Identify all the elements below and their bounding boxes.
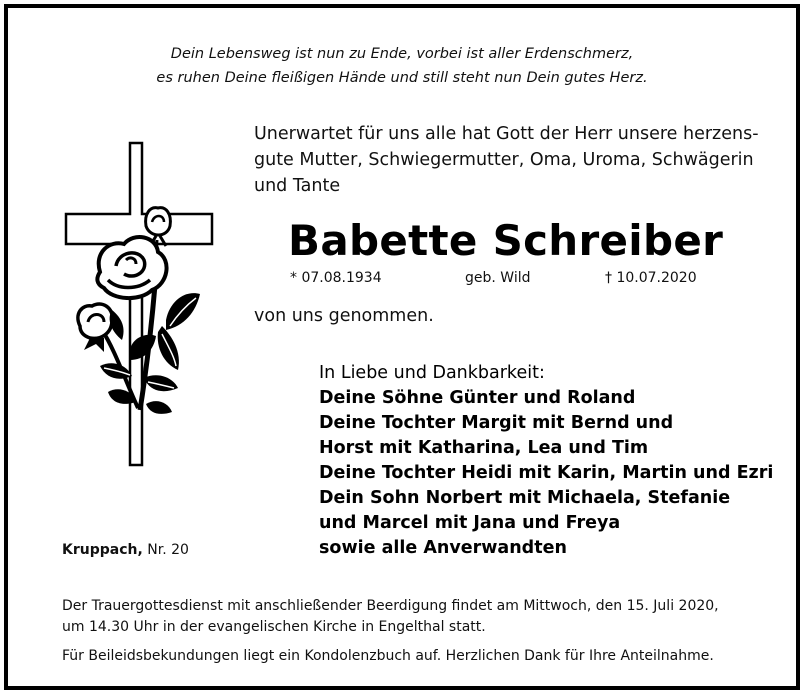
address (62, 542, 189, 558)
obituary-notice (4, 4, 800, 690)
intro-line-1: Unerwartet für uns alle hat Gott der Herr unsere herzens- (254, 124, 759, 144)
poem-line-1: Dein Lebensweg ist nun zu Ende, vorbei ist aller Erdenschmerz, (170, 46, 634, 62)
death-date: † 10.07.2020 (605, 270, 697, 286)
service-info (62, 596, 782, 667)
mourner-line: Deine Tochter Heidi mit Karin, Martin und Ezri (319, 463, 774, 483)
footer-line-1: Der Trauergottesdienst mit anschließender Beerdigung findet am Mittwoch, den 15. Juli 2020, (62, 598, 719, 614)
maiden-name: geb. Wild (465, 270, 531, 286)
footer-line-3: Für Beileidsbekundungen liegt ein Kondolenzbuch auf. Herzlichen Dank für Ihre Anteilnahme. (62, 648, 714, 664)
memorial-poem (8, 42, 796, 90)
mourner-line: sowie alle Anverwandten (319, 538, 567, 558)
intro-line-3: und Tante (254, 176, 341, 196)
poem-line-2: es ruhen Deine fleißigen Hände und still steht nun Dein gutes Herz. (156, 70, 648, 86)
deceased-name: Babette Schreiber (288, 216, 724, 265)
mourner-line: Dein Sohn Norbert mit Michaela, Stefanie (319, 488, 731, 508)
mourner-line: und Marcel mit Jana und Freya (319, 513, 621, 533)
footer-line-2: um 14.30 Uhr in der evangelischen Kirche in Engelthal statt. (62, 619, 486, 635)
address-number: Nr. 20 (147, 542, 189, 558)
cross-with-roses-icon (60, 140, 220, 470)
mourner-line: Deine Söhne Günter und Roland (319, 388, 636, 408)
birth-date: * 07.08.1934 (290, 270, 382, 286)
mourner-line: Horst mit Katharina, Lea und Tim (319, 438, 649, 458)
intro-line-2: gute Mutter, Schwiegermutter, Oma, Uroma, Schwägerin (254, 150, 754, 170)
mourner-line: Deine Tochter Margit mit Bernd und (319, 413, 674, 433)
taken-text: von uns genommen. (254, 306, 434, 326)
address-place: Kruppach, (62, 542, 143, 558)
mourners-list (319, 361, 789, 561)
intro-text (254, 121, 794, 199)
mourners-heading: In Liebe und Dankbarkeit: (319, 363, 545, 383)
